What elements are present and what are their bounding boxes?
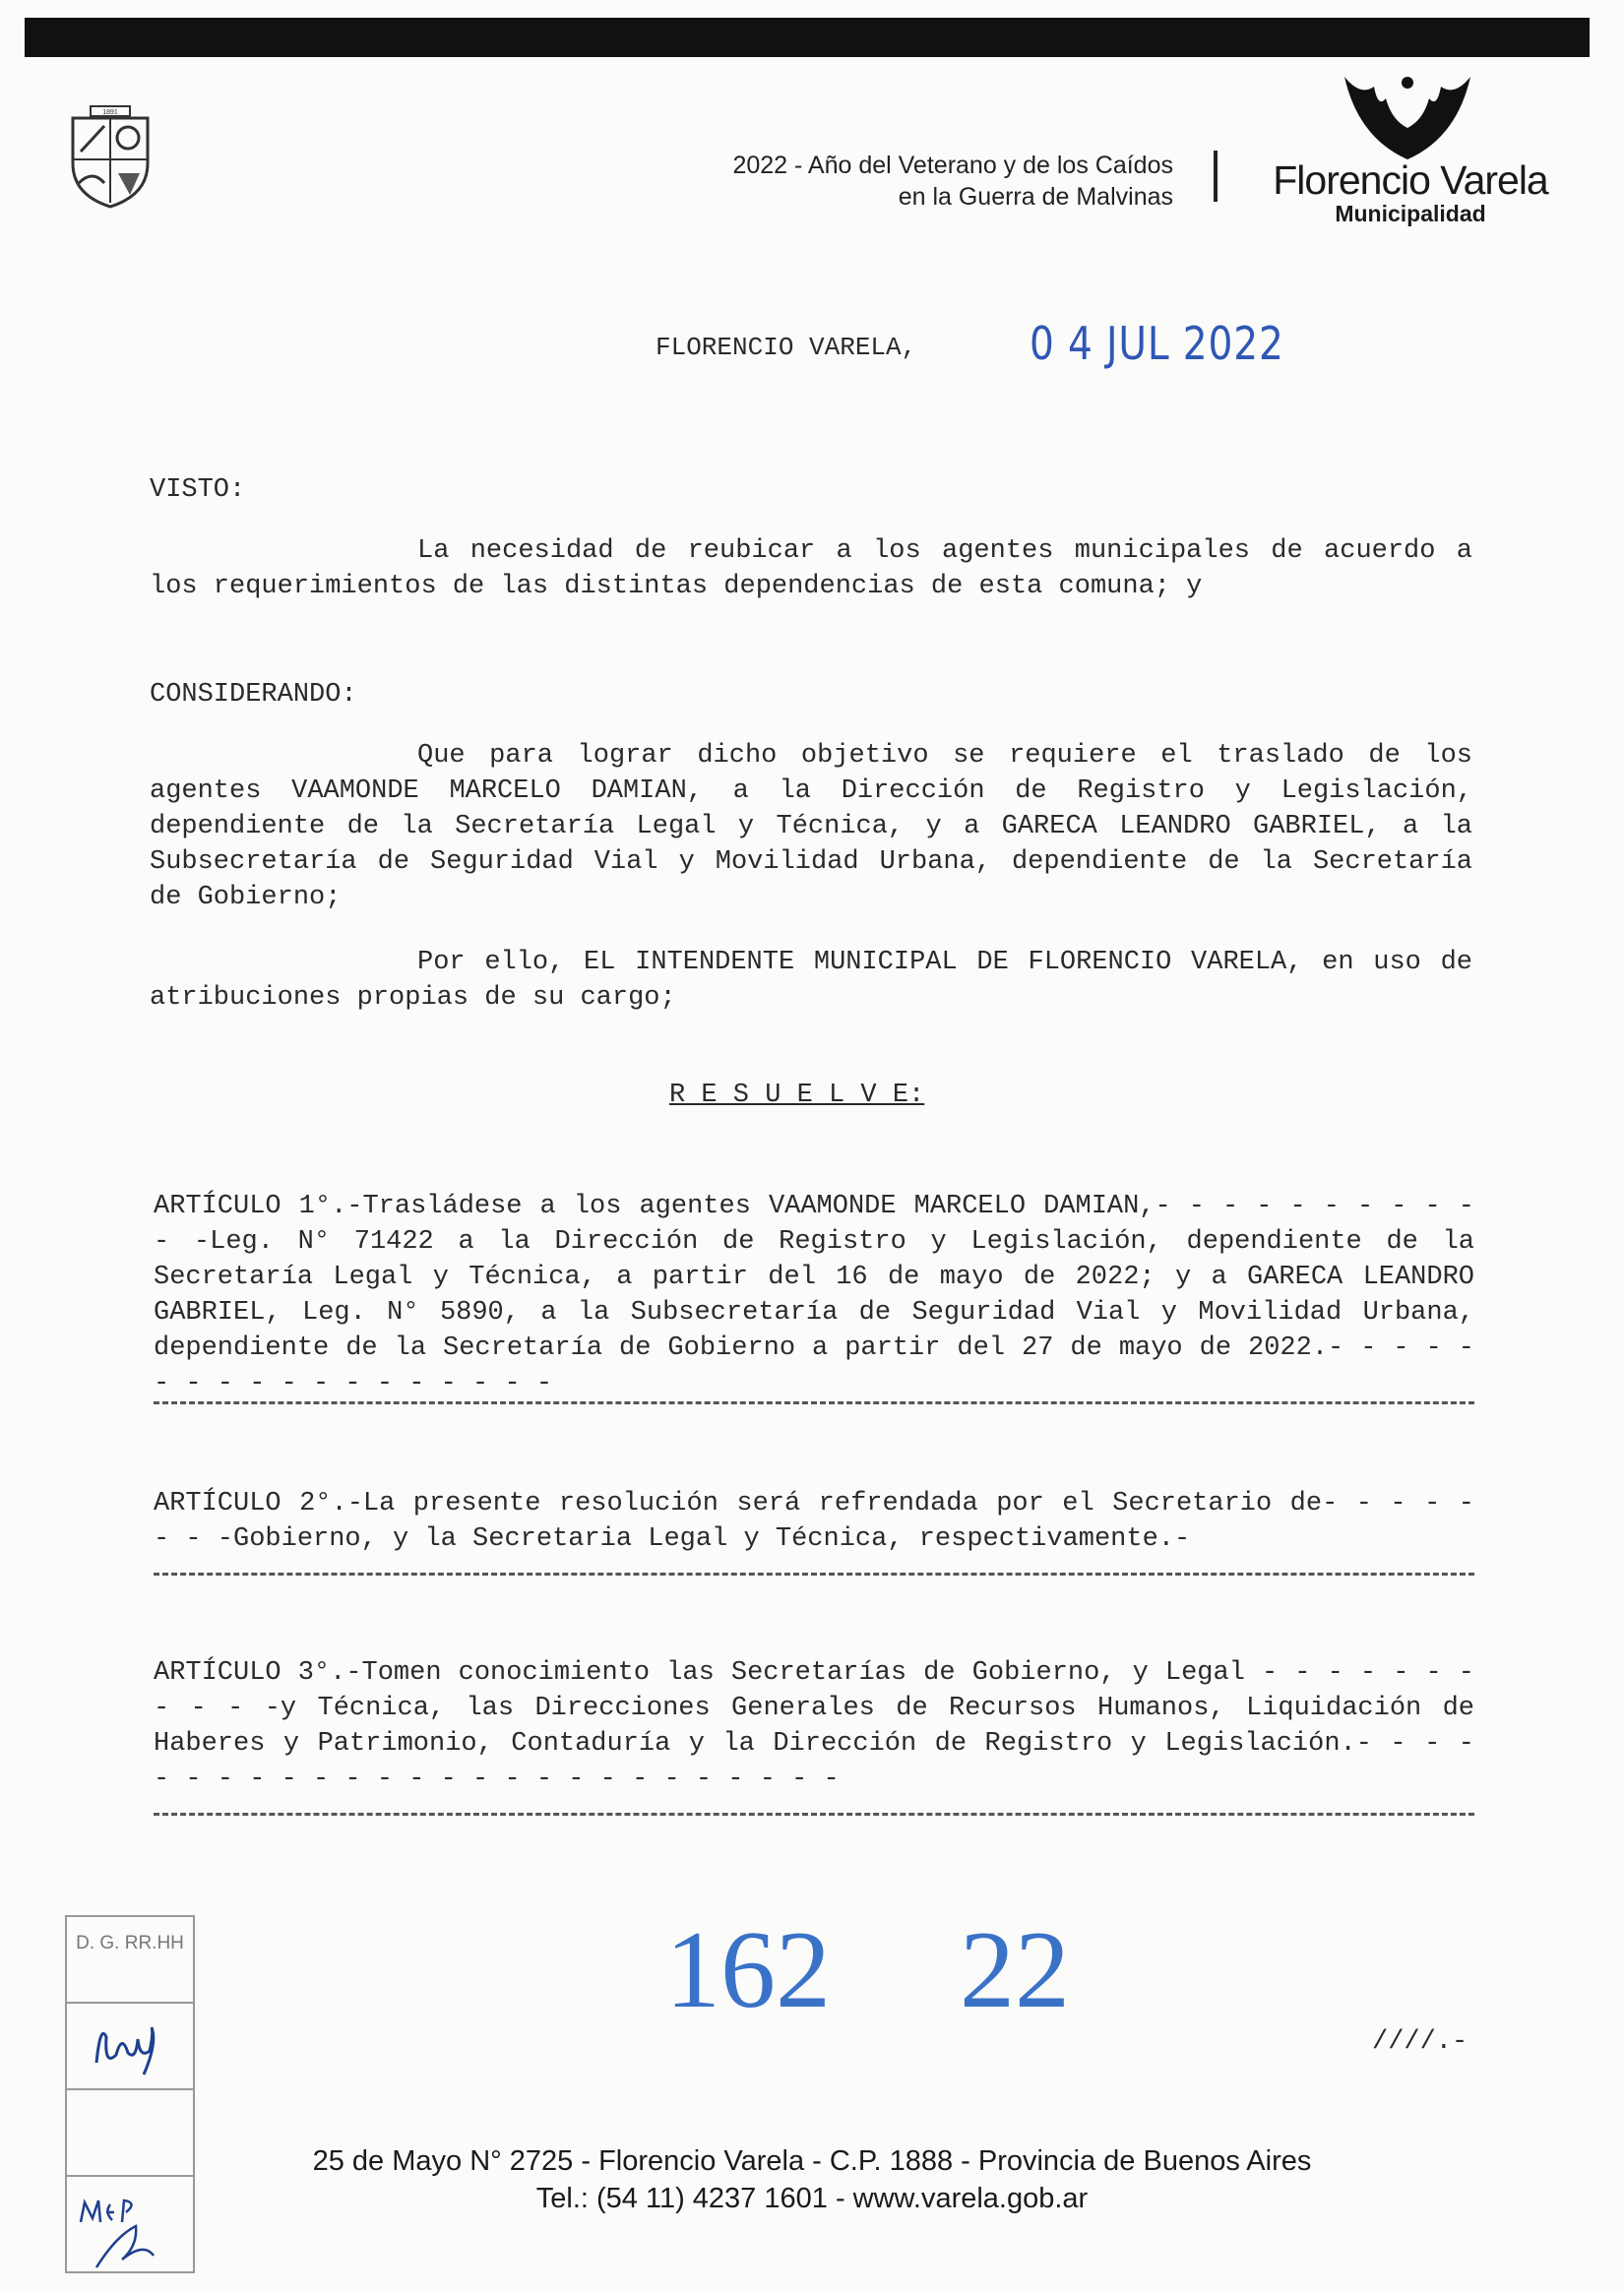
place-label: FLORENCIO VARELA, — [656, 333, 917, 362]
rrhh-label-cell — [67, 1917, 193, 2004]
florencio-varela-logo-icon — [1339, 69, 1476, 163]
rrhh-label: D. G. RR.HH — [76, 1933, 184, 1953]
footer-address: 25 de Mayo N° 2725 - Florencio Varela - C.P. 1888 - Provincia de Buenos Aires — [312, 2145, 1312, 2177]
header-divider — [1214, 151, 1218, 202]
rrhh-empty-cell — [67, 2090, 193, 2177]
municipal-crest-icon — [65, 104, 156, 211]
visto-paragraph: La necesidad de reubicar a los agentes municipales de acuerdo a los requerimientos de las distintas dependencias de esta comuna; y — [150, 536, 1472, 601]
handwritten-initials-icon — [67, 2004, 189, 2088]
continuation-mark: ////.- — [1372, 2027, 1468, 2057]
considerando-heading: CONSIDERANDO: — [150, 680, 357, 710]
article-1-filler-line — [154, 1401, 1474, 1404]
article-3: ARTÍCULO 3°.-Tomen conocimiento las Secretarías de Gobierno, y Legal - - - - - - - - - - -y Técnica, las Direcciones Generales de Recursos Humanos, Liquidación de Haberes y Patrimonio, Contaduría y la Dirección de Registro y Legislación.- - - - - - - - - - - - - - - - - - - - - - - - - - — [154, 1658, 1474, 1794]
resolution-number-stamp: 162 — [665, 1909, 831, 2031]
considerando-paragraph-1: Que para lograr dicho objetivo se requiere el traslado de los agentes VAAMONDE MARCELO DAMIAN, a la Dirección de Registro y Legislación, dependiente de la Secretaría Legal y Técnica, y a GARECA LEANDRO GABRIEL, a la Subsecretaría de Seguridad Vial y Movilidad Urbana, dependiente de la Secretaría de Gobierno; — [150, 741, 1472, 912]
svg-text:1891: 1891 — [102, 109, 118, 116]
scan-top-border — [25, 18, 1590, 57]
footer-contact: Tel.: (54 11) 4237 1601 - www.varela.gob.ar — [535, 2183, 1089, 2214]
resuelve-heading: R E S U E L V E: — [669, 1081, 925, 1110]
visto-heading: VISTO: — [150, 475, 246, 505]
brand-name: Florencio Varela — [1273, 157, 1548, 203]
article-1: ARTÍCULO 1°.-Trasládese a los agentes VAAMONDE MARCELO DAMIAN,- - - - - - - - - - - -Leg. N° 71422 a la Dirección de Registro y Legislación, dependiente de la Secretaría Legal y Técnica, a partir del 16 de mayo de 2022; y a GARECA LEANDRO GABRIEL, Leg. N° 5890, a la Subsecretaría de Seguridad Vial y Movilidad Urbana, dependiente de la Secretaría de Gobierno a partir del 27 de mayo de 2022.- - - - - - - - - - - - - - - - - - — [154, 1192, 1474, 1398]
motto-line-1: 2022 - Año del Veterano y de los Caídos — [732, 152, 1173, 179]
motto-line-2: en la Guerra de Malvinas — [898, 183, 1173, 211]
handwritten-signature-icon — [67, 2177, 189, 2269]
date-stamp: 0 4 JUL 2022 — [1030, 317, 1284, 370]
commemorative-motto — [732, 150, 1173, 213]
rrhh-routing-stamp — [65, 1915, 195, 2273]
considerando-paragraph-2: Por ello, EL INTENDENTE MUNICIPAL DE FLORENCIO VARELA, en uso de atribuciones propias de su cargo; — [150, 948, 1472, 1013]
brand-subtitle: Municipalidad — [1335, 201, 1486, 226]
rrhh-initials-cell — [67, 2177, 193, 2263]
rrhh-signature-cell — [67, 2004, 193, 2090]
article-2-filler-line — [154, 1573, 1474, 1576]
article-2: ARTÍCULO 2°.-La presente resolución será refrendada por el Secretario de- - - - - - - -Gobierno, y la Secretaria Legal y Técnica, respectivamente.- — [154, 1489, 1474, 1554]
article-3-filler-line — [154, 1813, 1474, 1816]
resolution-year-stamp: 22 — [960, 1909, 1070, 2031]
